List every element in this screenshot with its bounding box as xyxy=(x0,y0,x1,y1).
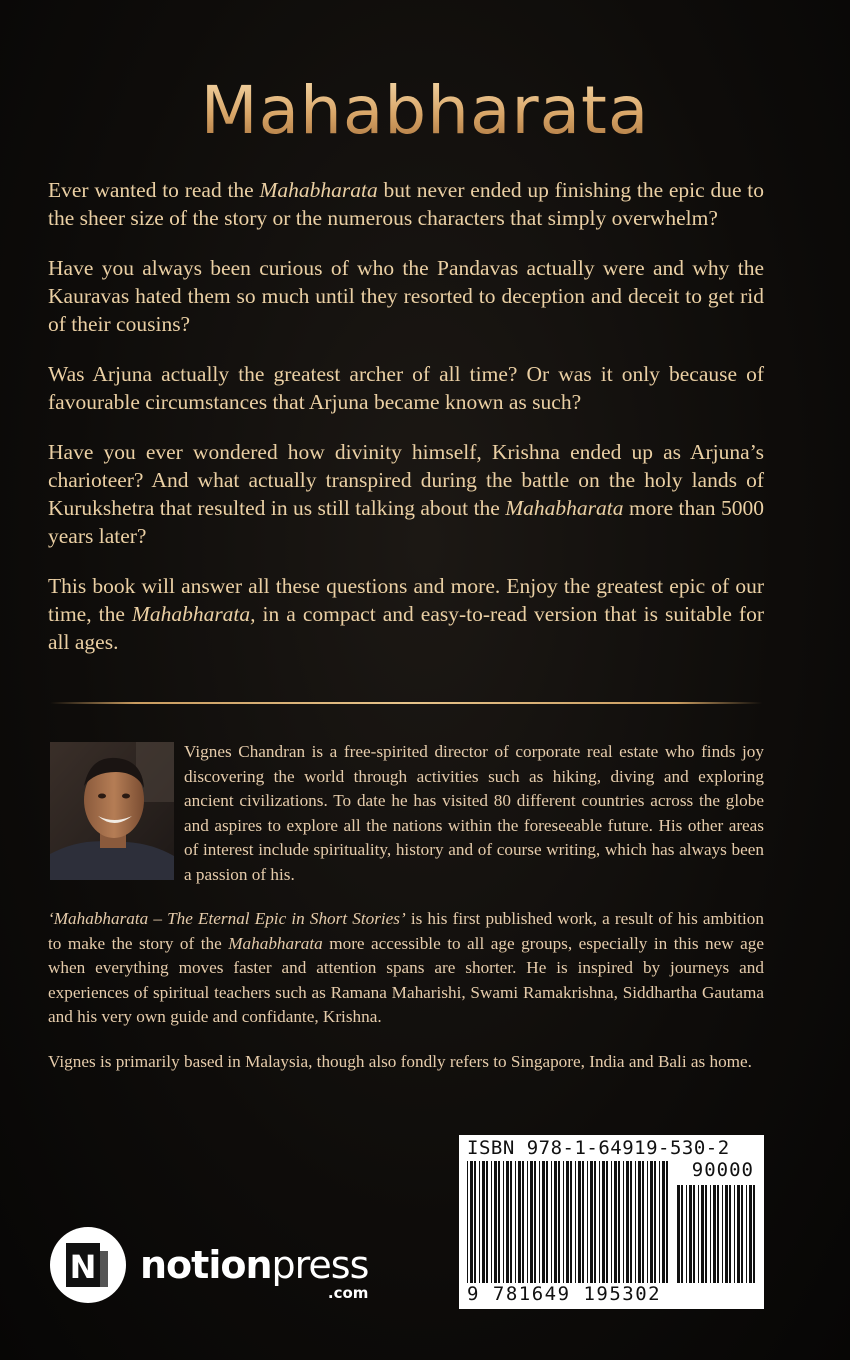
barcode-bar xyxy=(491,1161,492,1283)
barcode-bar xyxy=(527,1161,528,1283)
barcode-bar xyxy=(539,1161,540,1283)
barcode-bar xyxy=(566,1161,569,1283)
barcode-bar xyxy=(689,1185,692,1283)
barcode-bar xyxy=(582,1161,584,1283)
svg-text:N: N xyxy=(69,1248,97,1286)
author-bio-paragraph-3: Vignes is primarily based in Malaysia, though also fondly refers to Singapore, India and Bali as home. xyxy=(48,1051,752,1071)
barcode-bar xyxy=(713,1185,716,1283)
barcode-bar xyxy=(602,1161,605,1283)
barcode-bar xyxy=(662,1161,665,1283)
barcode-bar xyxy=(467,1161,468,1283)
ean-number: 9 781649 195302 xyxy=(467,1283,662,1305)
blurb-paragraph-5: This book will answer all these questions and more. Enjoy the greatest epic of our time, the Mahabharata, in a compact and easy-to-read version that is suitable for all ages. xyxy=(48,574,764,654)
barcode-bar xyxy=(515,1161,516,1283)
barcode-bar xyxy=(494,1161,497,1283)
barcode-bar xyxy=(647,1161,648,1283)
barcode-bar xyxy=(614,1161,617,1283)
barcode-bar xyxy=(722,1185,723,1283)
isbn-barcode xyxy=(459,1135,764,1309)
publisher-logo-mark xyxy=(50,1227,126,1303)
blurb-paragraph-3: Was Arjuna actually the greatest archer of all time? Or was it only because of favourable circumstances that Arjuna became known as such? xyxy=(48,362,764,414)
publisher-domain: .com xyxy=(327,1284,369,1302)
isbn-number: ISBN 978-1-64919-530-2 xyxy=(467,1137,730,1159)
barcode-bar xyxy=(753,1185,755,1283)
barcode-bar xyxy=(587,1161,588,1283)
section-divider xyxy=(50,702,762,704)
barcode-bar xyxy=(590,1161,593,1283)
barcode-bar xyxy=(666,1161,668,1283)
barcode-bar xyxy=(741,1185,743,1283)
barcode-bar xyxy=(654,1161,656,1283)
barcode-bar xyxy=(474,1161,476,1283)
barcode-bar xyxy=(530,1161,533,1283)
barcode-bar xyxy=(618,1161,620,1283)
price-addon-number: 90000 xyxy=(691,1159,754,1181)
barcode-bar xyxy=(558,1161,560,1283)
barcode-bar xyxy=(737,1185,740,1283)
barcode-bar xyxy=(486,1161,488,1283)
barcode-bar xyxy=(623,1161,624,1283)
barcode-bar xyxy=(563,1161,564,1283)
barcode-bar xyxy=(734,1185,735,1283)
barcode-bar xyxy=(749,1185,752,1283)
barcode-bar xyxy=(554,1161,557,1283)
barcode-bar xyxy=(659,1161,660,1283)
barcode-bar xyxy=(570,1161,572,1283)
barcode-bar xyxy=(578,1161,581,1283)
barcode-bar xyxy=(503,1161,504,1283)
author-bio-paragraph-1: Vignes Chandran is a free-spirited director of corporate real estate who finds joy discovering the world through activities such as hiking, diving and exploring ancient civilizations. To date he has visited 80 different countries across the globe and aspires to explore all the nations within the foreseeable future. His other areas of interest include spirituality, history and of course writing, which has always been a passion of his. xyxy=(184,742,764,884)
barcode-bar xyxy=(599,1161,600,1283)
barcode-bar xyxy=(606,1161,608,1283)
author-bio xyxy=(48,740,764,1094)
barcode-bar xyxy=(482,1161,485,1283)
barcode-bar xyxy=(470,1161,473,1283)
barcode-bar xyxy=(650,1161,653,1283)
barcode-bar xyxy=(518,1161,521,1283)
barcode-bar xyxy=(630,1161,632,1283)
barcode-bar xyxy=(698,1185,699,1283)
barcode-bar xyxy=(746,1185,747,1283)
barcode-bar xyxy=(729,1185,731,1283)
barcode-bar xyxy=(506,1161,509,1283)
barcode-bar xyxy=(638,1161,641,1283)
barcode-bar xyxy=(498,1161,500,1283)
barcode-bar xyxy=(522,1161,524,1283)
blurb-paragraph-2: Have you always been curious of who the Pandavas actually were and why the Kauravas hated them so much until they resorted to deception and deceit to get rid of their cousins? xyxy=(48,256,764,336)
barcode-bar xyxy=(551,1161,552,1283)
blurb-paragraph-4: Have you ever wondered how divinity himself, Krishna ended up as Arjuna’s charioteer? And what actually transpired during the battle on the holy lands of Kurukshetra that resulted in us still talking about the Mahabharata more than 5000 years later? xyxy=(48,440,764,548)
notionpress-n-icon xyxy=(60,1237,116,1293)
publisher-wordmark: notionpress .com xyxy=(140,1243,369,1302)
barcode-bar xyxy=(594,1161,596,1283)
publisher-logo xyxy=(50,1227,368,1303)
author-bio-paragraph-2: ‘Mahabharata – The Eternal Epic in Short Stories’ is his first published work, a result of his ambition to make the story of the Mahabharata more accessible to all age groups, especially in this new age when everything moves faster and attention spans are shorter. He is inspired by journeys and experiences of spiritual teachers such as Ramana Maharishi, Swami Ramakrishna, Siddhartha Gautama and his very own guide and confidante, Krishna. xyxy=(48,909,764,1026)
barcode-bar xyxy=(510,1161,512,1283)
barcode-bar xyxy=(686,1185,687,1283)
barcode-bar xyxy=(681,1185,683,1283)
book-title: Mahabharata xyxy=(0,72,850,149)
barcode-bar xyxy=(693,1185,695,1283)
barcode-bar xyxy=(626,1161,629,1283)
barcode-bar xyxy=(642,1161,644,1283)
barcode-bar xyxy=(725,1185,728,1283)
barcode-bar xyxy=(534,1161,536,1283)
barcode-bar xyxy=(611,1161,612,1283)
barcode-bar xyxy=(710,1185,711,1283)
barcode-bar xyxy=(677,1185,680,1283)
barcode-bar xyxy=(717,1185,719,1283)
blurb-paragraph-1: Ever wanted to read the Mahabharata but never ended up finishing the epic due to the sheer size of the story or the numerous characters that simply overwhelm? xyxy=(48,178,765,230)
blurb xyxy=(48,176,764,678)
barcode-bar xyxy=(635,1161,636,1283)
barcode-bar xyxy=(575,1161,576,1283)
barcode-bar xyxy=(546,1161,548,1283)
barcode-bar xyxy=(701,1185,704,1283)
barcode-bar xyxy=(479,1161,480,1283)
barcode-bar xyxy=(705,1185,707,1283)
barcode-bar xyxy=(542,1161,545,1283)
